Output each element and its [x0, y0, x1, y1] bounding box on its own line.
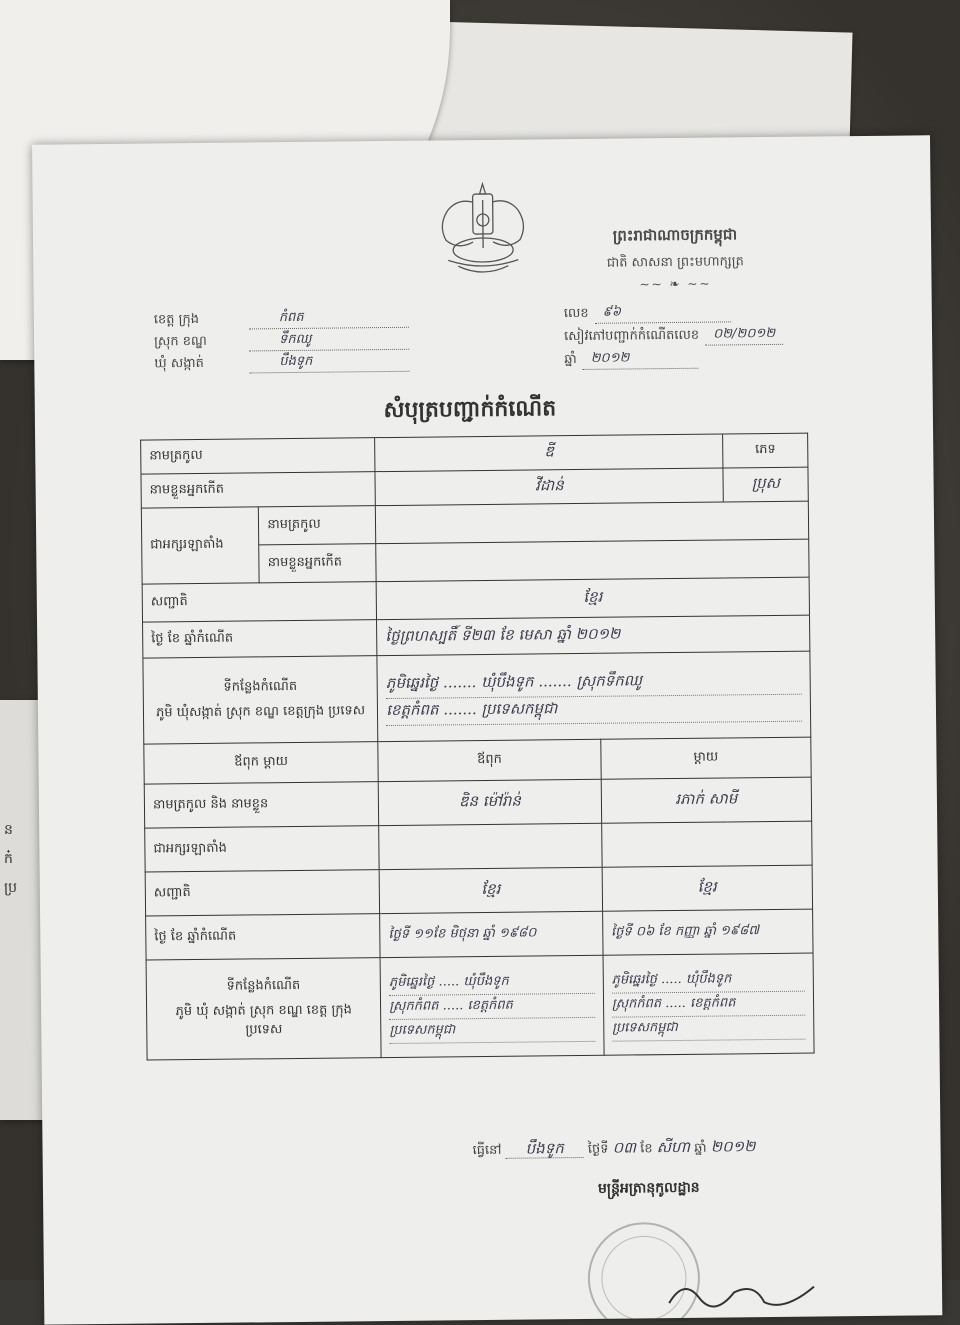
dob-label: ថ្ងៃ ខែ ឆ្នាំកំណើត: [143, 620, 378, 658]
province-label: ខេត្ត ក្រុង: [153, 311, 200, 328]
date-label: ថ្ងៃទី: [587, 1141, 609, 1157]
location-header: [154, 306, 410, 375]
issuance-line: [472, 1137, 755, 1162]
mother-nationality: ខ្មែរ: [602, 865, 813, 911]
kingdom-motto: [585, 225, 766, 292]
side-note: ក៎: [4, 851, 13, 867]
sex-value: ប្រុស: [723, 467, 808, 502]
number-label: លេខ: [563, 305, 589, 322]
parent-nationality-label: សញ្ជាតិ: [145, 870, 380, 916]
father-nationality: ខ្មែរ: [379, 867, 602, 913]
father-pob: [380, 955, 604, 1057]
pob-line-1: ភូមិឆ្នេរថ្ងៃ ....... ឃុំបឹងទូក ....... ស្រុកទឹកឈូ: [386, 667, 802, 698]
mother-pob-line-3: ប្រទេសកម្ពុជា: [612, 1015, 805, 1041]
made-at-label: ធ្វើនៅ: [472, 1142, 502, 1159]
official-title: មន្ត្រីអត្រានុកូលដ្ឋាន: [597, 1179, 700, 1197]
mother-pob-line-2: ស្រុកកំពត ..... ខេត្តកំពត: [612, 991, 805, 1017]
father-pob-line-2: ស្រុកកំពត ..... ខេត្តកំពត: [389, 993, 595, 1019]
pob-label: [143, 656, 378, 744]
pob-line-2: ខេត្តកំពត ....... ប្រទេសកម្ពុជា: [386, 694, 802, 725]
parent-dob-label: ថ្ងៃ ខែ ឆ្នាំកំណើត: [146, 914, 381, 960]
royal-emblem-icon: [427, 179, 538, 280]
made-at-value: បឹងទូក: [506, 1139, 584, 1159]
issue-year-label: ឆ្នាំ: [694, 1140, 707, 1156]
number-value: ៩៦: [594, 302, 730, 323]
pob-label-title: ទីកន្លែងកំណើត: [223, 678, 298, 695]
latin-family-label: នាមត្រកូល: [259, 506, 376, 545]
sex-label: ភេទ: [723, 433, 808, 468]
ornament-divider: ~~ ❧ ~~: [639, 276, 712, 292]
issue-year-value: ២០១២: [710, 1137, 756, 1156]
month-value: សីហា: [656, 1137, 691, 1157]
side-notes: [4, 820, 17, 899]
district-label: ស្រុក ខណ្ឌ: [154, 333, 207, 350]
latin-given-value: [376, 539, 809, 582]
kingdom-motto-line: ជាតិ សាសនា ព្រះមហាក្សត្រ: [606, 254, 744, 271]
given-name-value: វីដាន់: [375, 468, 724, 506]
family-name-value: ឌី: [375, 434, 724, 472]
document-title: សំបុត្របញ្ជាក់កំណើត: [383, 396, 557, 424]
province-value: កំពត: [249, 308, 409, 330]
signature-icon: [664, 1266, 845, 1318]
mother-latin-value: [601, 821, 812, 867]
registry-header: [564, 299, 784, 370]
kingdom-name: ព្រះរាជាណាចក្រកម្ពុជា: [612, 225, 738, 245]
pob-value: [377, 651, 811, 742]
book-value: ០២/២០១២: [705, 325, 783, 346]
parent-pob-label: [146, 958, 381, 1060]
commune-value: បឹងទូក: [249, 352, 409, 374]
latin-given-label: នាមខ្លួនអ្នកកើត: [259, 544, 376, 583]
side-note: ប្រ: [4, 880, 18, 896]
father-pob-line-1: ភូមិឆ្នេរថ្ងៃ ..... ឃុំបឹងទូក: [389, 969, 595, 995]
father-latin-value: [379, 823, 602, 869]
parents-header-label: ឪពុក ម្ដាយ: [144, 742, 379, 784]
father-header: ឪពុក: [378, 739, 601, 781]
side-note: ន: [4, 822, 13, 838]
book-label: សៀវភៅបញ្ជាក់កំណើតលេខ: [563, 327, 700, 345]
nationality-value: ខ្មែរ: [376, 577, 809, 620]
nationality-label: សញ្ជាតិ: [142, 582, 377, 622]
birth-certificate-page: [32, 135, 942, 1324]
parent-pob-detail: ភូមិ ឃុំ សង្កាត់ ស្រុក ខណ្ឌ ខេត្ត ក្រុង ប្រទេស: [175, 1002, 352, 1038]
latin-label: ជាអក្សរឡាតាំង: [141, 507, 259, 584]
mother-header: ម្ដាយ: [601, 737, 812, 779]
mother-pob-line-1: ភូមិឆ្នេរថ្ងៃ ..... ឃុំបឹងទូក: [611, 967, 804, 993]
mother-pob: [603, 953, 814, 1055]
commune-label: ឃុំ សង្កាត់: [154, 355, 204, 372]
latin-family-value: [376, 501, 809, 544]
month-label: ខែ: [640, 1141, 653, 1157]
district-value: ទឹកឈូ: [249, 330, 409, 352]
father-pob-line-3: ប្រទេសកម្ពុជា: [389, 1017, 595, 1043]
father-dob: ថ្ងៃទី ១១ខែ មិថុនា ឆ្នាំ ១៩៨០: [380, 911, 603, 957]
year-value: ២០១២: [583, 349, 699, 370]
father-name: ឌិន ម៉ៅរ៉ាន់: [378, 779, 601, 825]
birth-info-table: [140, 433, 814, 1061]
dob-value: ថ្ងៃព្រហស្បតិ៍ ទី២៣ ខែ មេសា ឆ្នាំ ២០១២: [377, 615, 810, 656]
parent-pob-title: ទីកន្លែងកំណើត: [226, 977, 301, 994]
date-value: ០៣: [612, 1138, 637, 1157]
year-label: ឆ្នាំ: [564, 352, 577, 368]
given-name-label: នាមខ្លួនអ្នកកើត: [141, 472, 376, 508]
mother-dob: ថ្ងៃទី ០៦ ខែ កញ្ញា ឆ្នាំ ១៩៨៧: [602, 909, 813, 955]
family-name-label: នាមត្រកូល: [141, 438, 376, 474]
mother-name: រភាក់ សាមី: [601, 777, 812, 823]
pob-label-detail: ភូមិ ឃុំសង្កាត់ ស្រុក ខណ្ឌ ខេត្តក្រុង ប្រទេស: [155, 702, 366, 720]
parent-name-label: នាមត្រកូល និង នាមខ្លួន: [144, 782, 379, 828]
parent-latin-label: ជាអក្សរឡាតាំង: [145, 826, 380, 872]
